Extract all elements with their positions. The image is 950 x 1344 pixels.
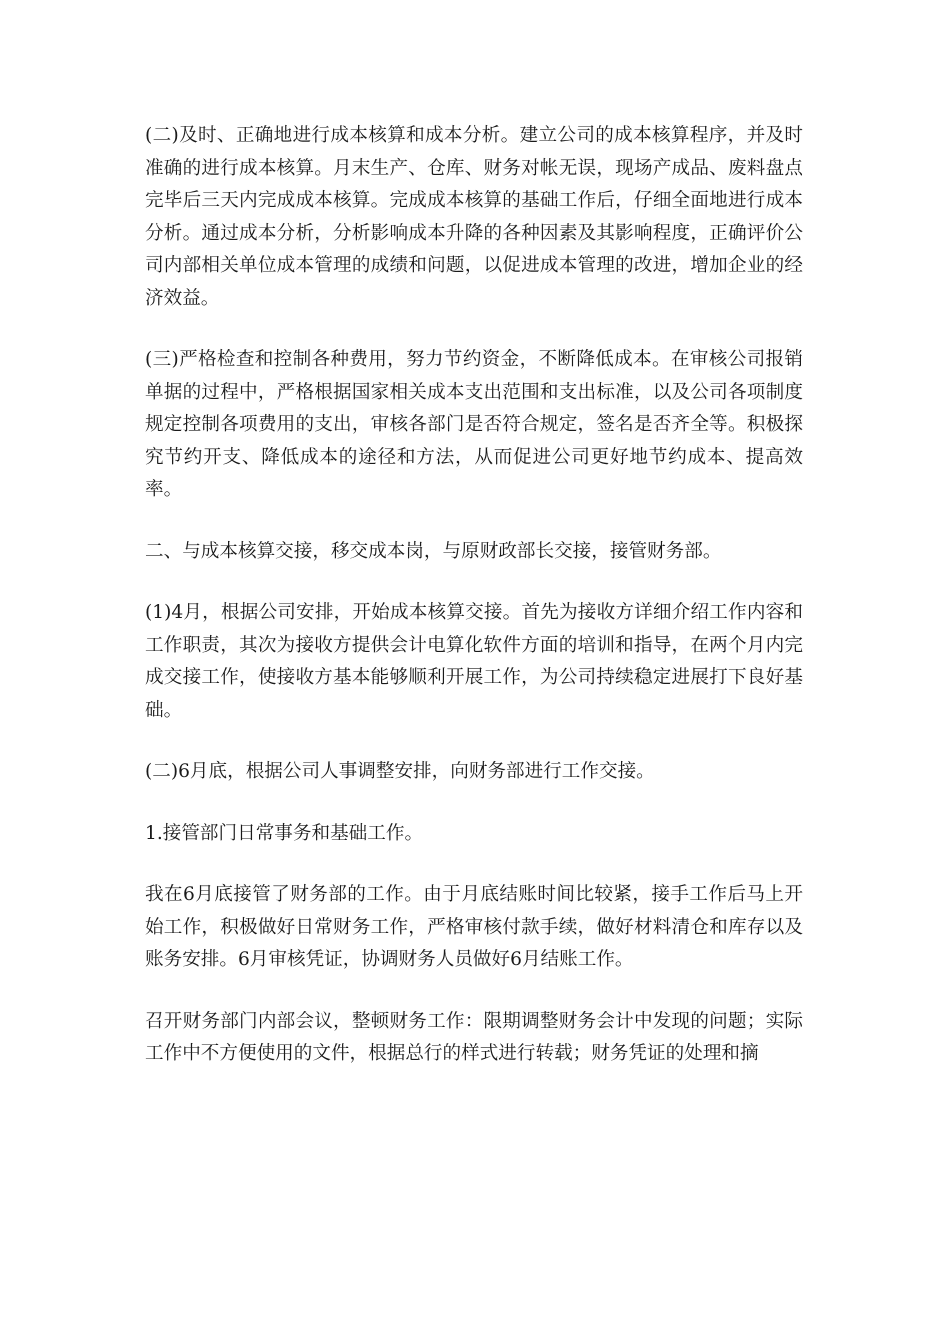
- document-body: [145, 120, 803, 1100]
- subheading-daily-affairs: 1.接管部门日常事务和基础工作。: [145, 822, 424, 844]
- paragraph-june-handover: (二)6月底，根据公司人事调整安排，向财务部进行工作交接。: [145, 761, 655, 782]
- paragraph-june-takeover: 我在6月底接管了财务部的工作。由于月底结账时间比较紧，接手工作后马上开始工作，积极做好日常财务工作，严格审核付款手续，做好材料清仓和库存以及账务安排。6月审核凭证，协调财务人员做好6月结账工作。: [145, 884, 803, 970]
- section-heading-handover: 二、与成本核算交接，移交成本岗，与原财政部长交接，接管财务部。: [145, 540, 722, 562]
- paragraph-cost-control: (三)严格检查和控制各种费用，努力节约资金，不断降低成本。在审核公司报销单据的过程中，严格根据国家相关成本支出范围和支出标准，以及公司各项制度规定控制各项费用的支出，审核各部门是否符合规定，签名是否齐全等。积极探究节约开支、降低成本的途径和方法，从而促进公司更好地节约成本、提高效率。: [145, 349, 803, 500]
- paragraph-april-handover: (1)4月，根据公司安排，开始成本核算交接。首先为接收方详细介绍工作内容和工作职责，其次为接收方提供会计电算化软件方面的培训和指导，在两个月内完成交接工作，使接收方基本能够顺利开展工作，为公司持续稳定进展打下良好基础。: [145, 602, 803, 721]
- paragraph-department-meeting: 召开财务部门内部会议，整顿财务工作：限期调整财务会计中发现的问题；实际工作中不方便使用的文件，根据总行的样式进行转载；财务凭证的处理和摘: [145, 1010, 803, 1064]
- paragraph-cost-accounting: (二)及时、正确地进行成本核算和成本分析。建立公司的成本核算程序，并及时准确的进行成本核算。月末生产、仓库、财务对帐无误，现场产成品、废料盘点完毕后三天内完成成本核算。完成成本核算的基础工作后，仔细全面地进行成本分析。通过成本分析，分析影响成本升降的各种因素及其影响程度，正确评价公司内部相关单位成本管理的成绩和问题，以促进成本管理的改进，增加企业的经济效益。: [145, 125, 803, 309]
